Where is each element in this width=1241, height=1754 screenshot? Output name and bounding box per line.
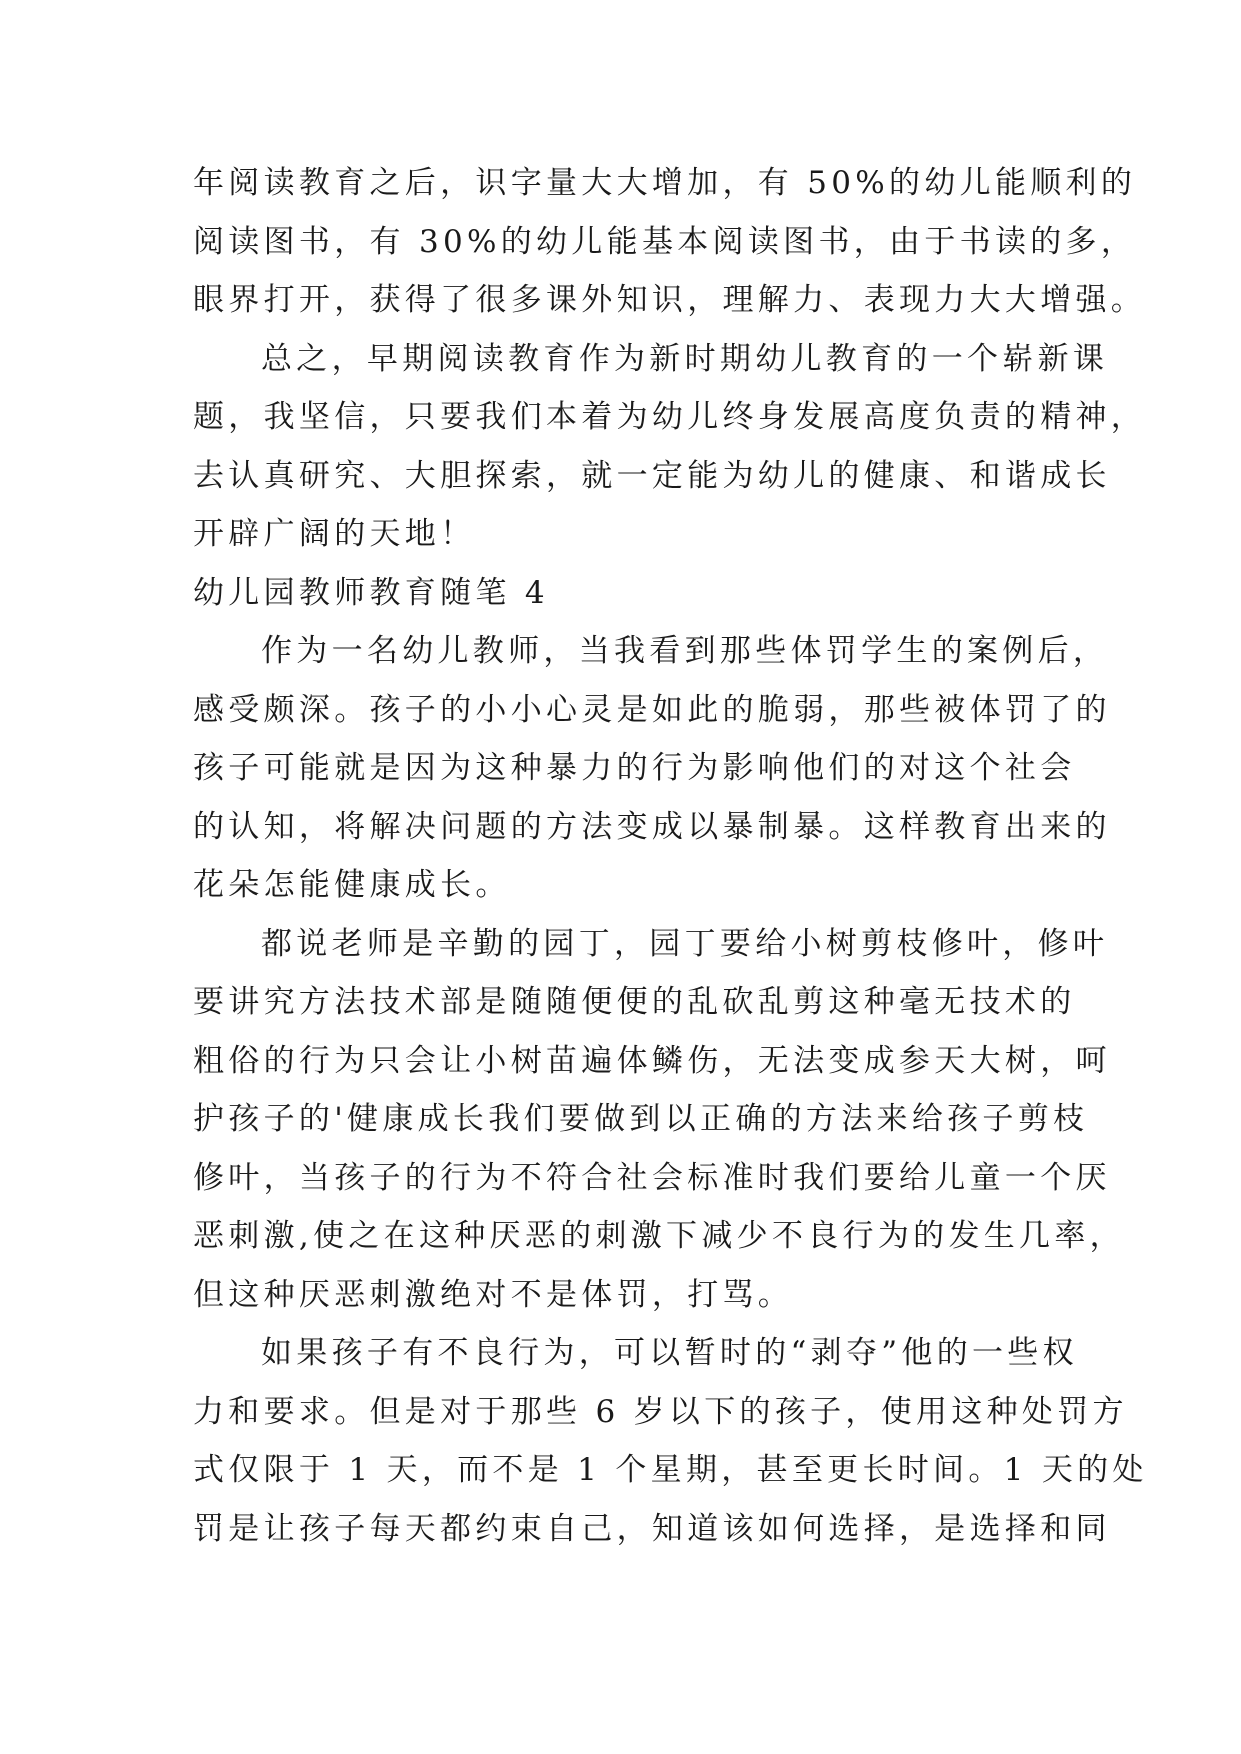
text-line: 阅读图书，有 30%的幼儿能基本阅读图书，由于书读的多， <box>193 223 1137 260</box>
document-body <box>193 154 1148 1558</box>
text-line: 护孩子的'健康成长我们要做到以正确的方法来给孩子剪枝 <box>193 1101 1089 1137</box>
text-line: 孩子可能就是因为这种暴力的行为影响他们的对这个社会 <box>193 750 1076 786</box>
text-line: 罚是让孩子每天都约束自己，知道该如何选择，是选择和同 <box>193 1510 1111 1547</box>
paragraph-start-line: 作为一名幼儿教师，当我看到那些体罚学生的案例后， <box>261 633 1109 669</box>
text-line: 力和要求。但是对于那些 6 岁以下的孩子，使用这种处罚方 <box>193 1393 1128 1430</box>
text-line: 修叶，当孩子的行为不符合社会标准时我们要给儿童一个厌 <box>193 1159 1111 1196</box>
text-line: 感受颇深。孩子的小小心灵是如此的脆弱，那些被体罚了的 <box>193 691 1111 728</box>
text-line: 年阅读教育之后，识字量大大增加，有 50%的幼儿能顺利的 <box>193 165 1137 201</box>
section-heading: 幼儿园教师教育随笔 4 <box>193 574 549 611</box>
text-line: 但这种厌恶刺激绝对不是体罚，打骂。 <box>193 1276 794 1313</box>
text-line: 要讲究方法技术部是随随便便的乱砍乱剪这种毫无技术的 <box>193 984 1076 1020</box>
text-line: 去认真研究、大胆探索，就一定能为幼儿的健康、和谐成长 <box>193 457 1111 494</box>
text-line: 眼界打开，获得了很多课外知识，理解力、表现力大大增强。 <box>193 282 1147 318</box>
text-line: 的认知，将解决问题的方法变成以暴制暴。这样教育出来的 <box>193 808 1111 845</box>
paragraph-start-line: 总之，早期阅读教育作为新时期幼儿教育的一个崭新课 <box>261 340 1109 377</box>
text-line: 题，我坚信，只要我们本着为幼儿终身发展高度负责的精神， <box>193 399 1147 435</box>
text-line: 式仅限于 1 天，而不是 1 个星期，甚至更长时间。1 天的处 <box>193 1452 1148 1488</box>
text-line: 恶刺激,使之在这种厌恶的刺激下减少不良行为的发生几率， <box>193 1218 1125 1254</box>
text-line: 开辟广阔的天地！ <box>193 516 476 552</box>
paragraph-start-line: 都说老师是辛勤的园丁，园丁要给小树剪枝修叶，修叶 <box>261 925 1109 962</box>
text-line: 花朵怎能健康成长。 <box>193 867 511 903</box>
paragraph-start-line: 如果孩子有不良行为，可以暂时的“剥夺”他的一些权 <box>261 1335 1078 1371</box>
text-line: 粗俗的行为只会让小树苗遍体鳞伤，无法变成参天大树，呵 <box>193 1042 1111 1079</box>
